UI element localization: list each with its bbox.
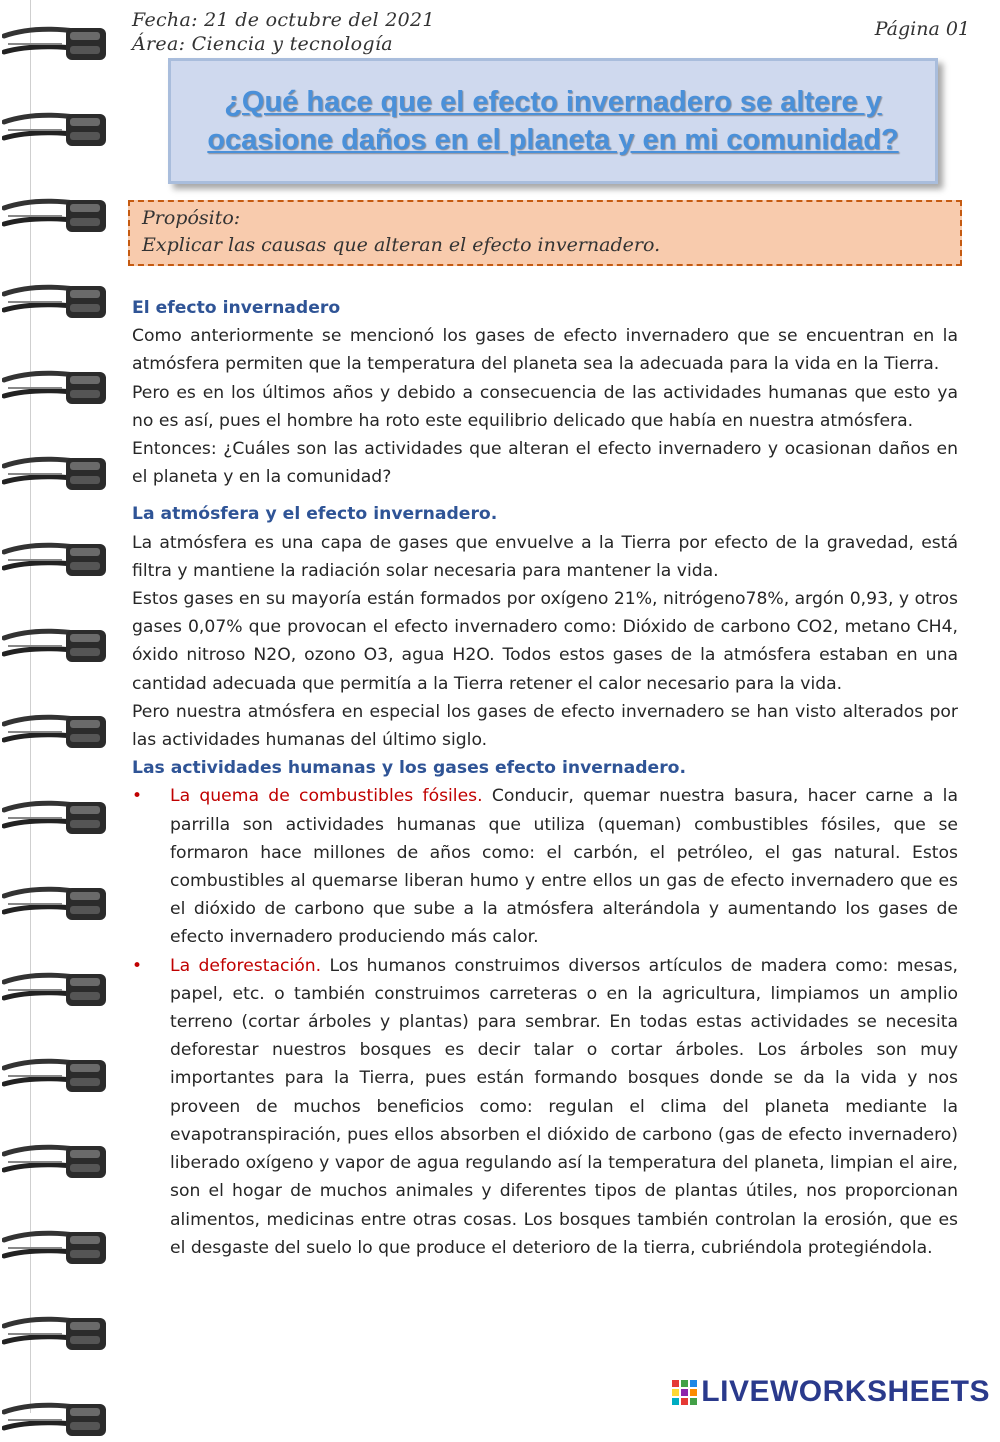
area-label: Área: Ciencia y tecnología <box>132 33 393 55</box>
paragraph: Entonces: ¿Cuáles son las actividades que alteran el efecto invernadero y ocasionan daños en el planeta y en la comunidad? <box>132 439 958 488</box>
binding-ring-icon <box>2 1226 108 1270</box>
paragraph: Pero es en los últimos años y debido a consecuencia de las actividades humanas que esto ya no es así, pues el hombre ha roto este equilibrio delicado que había en nuestra atmósfera. <box>132 382 958 431</box>
section-heading-efecto: El efecto invernadero <box>132 298 341 318</box>
purpose-box <box>128 200 962 266</box>
list-item-lead: La quema de combustibles fósiles. <box>170 786 483 807</box>
section-heading-atmosfera: La atmósfera y el efecto invernadero. <box>132 504 498 525</box>
paragraph: La atmósfera es una capa de gases que envuelve a la Tierra por efecto de la gravedad, está filtra y mantiene la radiación solar necesaria para mantener la vida. <box>132 532 958 581</box>
binding-ring-icon <box>2 710 108 754</box>
spiral-binding <box>0 0 110 1413</box>
binding-ring-icon <box>2 280 108 324</box>
title-box <box>168 58 938 184</box>
liveworksheets-watermark <box>672 1375 990 1409</box>
header-info <box>132 8 435 56</box>
purpose-label: Propósito: <box>142 207 241 229</box>
paragraph: Pero nuestra atmósfera en especial los gases de efecto invernadero se han visto alterados por las actividades humanas del último siglo. <box>132 701 958 751</box>
binding-ring-icon <box>2 1054 108 1098</box>
list-item-text: Los humanos construimos diversos artículos de madera como: mesas, papel, etc. o también construimos carreteras o en la agricultura, limpiamos un amplio terreno (cortar árboles y plantas) para sembrar. En todas estas actividades se necesita deforestar nuestros bosques es decir talar o cortar árboles. Los árboles son muy importantes para la Tierra, pues están formando bosques donde se da la vida y nos proveen de muchos beneficios como: regulan el clima del planeta mediante la evapotranspiración, pues ellos absorben el dióxido de carbono (gas de efecto invernadero) liberado oxígeno y vapor de agua regulando así la temperatura del planeta, limpian el aire, son el hogar de muchos animales y diferentes tipos de plantas útiles, nos proporcionan alimentos, medicinas entre otras cosas. Los bosques también controlan la erosión, que es el desgaste del suelo lo que produce el deterioro de la tierra, cubriéndola protegiéndola. <box>170 955 958 1258</box>
date-label: Fecha: 21 de octubre del 2021 <box>132 9 435 31</box>
page-number: Página 01 <box>874 18 970 40</box>
binding-ring-icon <box>2 1312 108 1356</box>
list-item-text: Conducir, quemar nuestra basura, hacer carne a la parrilla son actividades humanas que utiliza (queman) combustibles fósiles, que se formaron hace millones de años como: el carbón, el petróleo, el gas natural. Estos combustibles al quemarse liberan humo y entre ellos un gas de efecto invernadero que es el dióxido de carbono que sube a la atmósfera alterándola y aumentando los gases de efecto invernadero produciendo más calor. <box>170 786 958 948</box>
binding-ring-icon <box>2 882 108 926</box>
binding-ring-icon <box>2 624 108 668</box>
binding-ring-icon <box>2 796 108 840</box>
binding-ring-icon <box>2 1140 108 1184</box>
paragraph: Estos gases en su mayoría están formados por oxígeno 21%, nitrógeno78%, argón 0,93, y otros gases 0,07% que provocan el efecto invernadero como: Dióxido de carbono CO2, metano CH4, óxido nitroso N2O, ozono O3, agua H2O. Todos estos gases de la atmósfera estaban en una cantidad adecuada que permitía a la Tierra retener el calor necesario para la vida. <box>132 589 958 694</box>
binding-ring-icon <box>2 452 108 496</box>
binding-ring-icon <box>2 968 108 1012</box>
binding-ring-icon <box>2 22 108 66</box>
liveworksheets-logo-icon <box>672 1380 697 1405</box>
binding-ring-icon <box>2 1398 108 1442</box>
section-heading-actividades: Las actividades humanas y los gases efecto invernadero. <box>132 758 687 779</box>
list-item <box>132 952 958 1262</box>
watermark-text: LIVEWORKSHEETS <box>701 1375 990 1408</box>
activities-list <box>132 782 958 1261</box>
bullet-icon: • <box>132 955 143 976</box>
list-item-lead: La deforestación. <box>170 955 322 976</box>
bullet-icon: • <box>132 786 143 807</box>
binding-ring-icon <box>2 108 108 152</box>
binding-ring-icon <box>2 366 108 410</box>
purpose-text: Explicar las causas que alteran el efecto invernadero. <box>142 234 661 256</box>
binding-ring-icon <box>2 538 108 582</box>
list-item <box>132 782 958 951</box>
main-content <box>132 294 958 1262</box>
binding-ring-icon <box>2 194 108 238</box>
page-title: ¿Qué hace que el efecto invernadero se altere y ocasione daños en el planeta y en mi comunidad? <box>207 86 899 156</box>
paragraph: Como anteriormente se mencionó los gases de efecto invernadero que se encuentran en la atmósfera permiten que la temperatura del planeta sea la adecuada para la vida en la Tierra. <box>132 326 958 375</box>
